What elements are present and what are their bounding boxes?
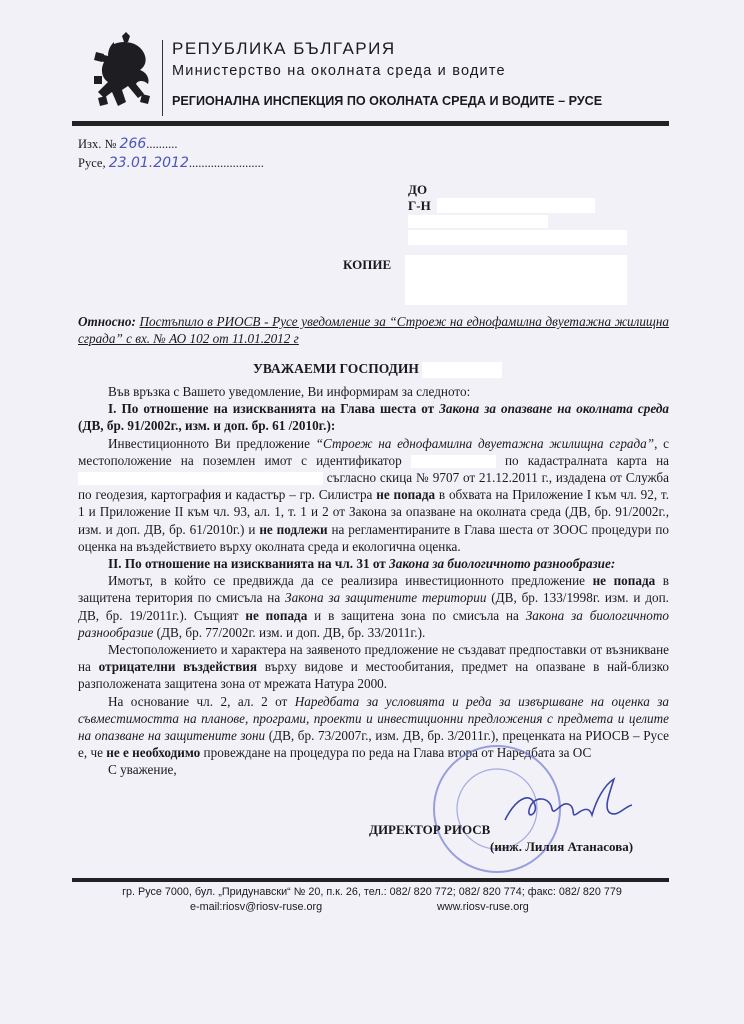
text: не е необходимо [106, 745, 201, 761]
date-line [78, 155, 264, 171]
subject-label: Относно: [78, 314, 136, 329]
redacted-identifier [411, 455, 496, 468]
outgoing-number-label: Изх. № [78, 137, 120, 151]
salutation [253, 361, 502, 378]
text: Имотът, в който се предвижда да се реализира инвестиционното предложение [108, 573, 593, 589]
law-name: Закона за биологичното разнообразие: [389, 556, 616, 572]
signatory-name: (инж. Лилия Атанасова) [490, 839, 634, 854]
text: Инвестиционното Ви предложение [108, 435, 316, 451]
subject [78, 313, 669, 347]
outgoing-number-handwritten: 266 [119, 136, 147, 152]
text: в защитена територия по смисъла на [78, 573, 670, 606]
text: и в защитена зона по смисъла на [307, 607, 526, 623]
subject-text: Постъпило в РИОСВ - Русе уведомление за “Строеж на еднофамилна двуетажна жилищна сграда” с вх. № АО 102 от 11.01.2012 г [78, 314, 670, 346]
dots: .......... [146, 137, 178, 151]
ministry-name: Министерство на околната среда и водите [172, 63, 506, 79]
to-label: ДО [408, 182, 428, 197]
text: , с местоположение на поземлен имот с идентификатор [78, 435, 669, 468]
redacted-address [408, 230, 627, 245]
redacted-name [437, 198, 595, 213]
outgoing-number [78, 136, 178, 152]
text: На основание чл. 2, ал. 2 от [108, 693, 295, 709]
text: по кадастралната карта на [495, 452, 669, 468]
inspectorate-name: РЕГИОНАЛНА ИНСПЕКЦИЯ ПО ОКОЛНАТА СРЕДА И ВОДИТЕ – РУСЕ [172, 94, 603, 108]
text: не попада [592, 573, 656, 589]
header-rule [72, 121, 669, 126]
signature [500, 770, 670, 830]
paragraph-3 [78, 641, 669, 693]
text: съгласно скица № 9707 от 21.12.2011 г., издадена от Служба по геодезия, картография и кадастър – гр. Силистра [78, 470, 669, 503]
redacted-name [422, 362, 502, 378]
law-name: Закона за биологичното разнообразие [78, 607, 669, 640]
text: II. По отношение на изискванията на чл. 31 от [108, 556, 390, 572]
text: Местоположението и характера на заявеното предложение не създават предпоставки от възникване на [78, 642, 669, 675]
paragraph-1 [78, 435, 669, 555]
letterhead-divider [162, 40, 163, 116]
footer-address: гр. Русе 7000, бул. „Придунавски“ № 20, п.к. 26, тел.: 082/ 820 772; 082/ 820 774; факс: 082/ 820 779 [122, 886, 622, 898]
paragraph-2 [78, 572, 669, 641]
section-2-heading [78, 555, 669, 572]
paragraph-4 [78, 693, 669, 762]
law-name: Закона за опазване на околната среда [439, 401, 669, 417]
footer-email: e-mail:riosv@riosv-ruse.org [190, 901, 323, 913]
text: (ДВ, бр. 133/1998г. изм. и доп. ДВ, бр. 19/2011г.). Същият [78, 590, 669, 623]
letter-body [78, 383, 669, 779]
text: провеждане на процедура по реда на Глава втора от Наредбата за ОС [200, 745, 592, 761]
project-name: “Строеж на еднофамилна двуетажна жилищна сграда” [315, 435, 655, 451]
text: отрицателни въздействия [98, 659, 258, 675]
text: (ДВ, бр. 91/2002г., изм. и доп. бр. 61 /2010г.): [78, 418, 336, 434]
copy-label: КОПИЕ [343, 257, 392, 272]
regulation-name: Наредбата за условията и реда за извършване на оценка за съвместимостта на планове, програми, проекти и инвестиционни предложения с предмета и целите на опазване на защитените зони [78, 693, 669, 744]
intro: Във връзка с Вашето уведомление, Ви информирам за следното: [108, 384, 471, 399]
text: (ДВ, бр. 77/2002г. изм. и доп. ДВ, бр. 33/2011г.). [153, 624, 426, 640]
section-1-heading [78, 400, 669, 434]
text: не подлежи [259, 521, 328, 537]
signatory-title: ДИРЕКТОР РИОСВ [369, 822, 491, 837]
country-name: РЕПУБЛИКА БЪЛГАРИЯ [172, 39, 396, 58]
redacted-copy-recipient [405, 255, 627, 305]
text: не попада [245, 607, 308, 623]
closing: С уважение, [108, 762, 177, 778]
coat-of-arms-lion-logo [92, 32, 158, 114]
text: (ДВ, бр. 73/2007г., изм. ДВ, бр. 3/2011г.), преценката на РИОСВ – Русе е, че [78, 728, 669, 761]
date-handwritten: 23.01.2012 [108, 155, 189, 171]
redacted-address [408, 215, 548, 228]
city-label: Русе, [78, 156, 109, 170]
text: върху видове и местообитания, предмет на опазване в най-близко разположената защитена зона от мрежата Натура 2000. [78, 659, 669, 692]
law-name: Закона за защитените територии [285, 590, 487, 606]
mr-label: Г-Н [408, 198, 431, 213]
footer-website: www.riosv-ruse.org [437, 901, 529, 913]
text: на регламентираните в Глава шеста от ЗООС процедури по оценка на въздействието върху околната среда и екологична оценка. [78, 521, 669, 554]
text: I. По отношение на изискванията на Глава шеста от [108, 401, 440, 417]
redacted-location [78, 472, 323, 485]
dots: ........................ [188, 156, 264, 170]
text: в обхвата на Приложение I към чл. 92, т. 1 и Приложение II към чл. 93, ал. 1, т. 1 и 2 от Закона за опазване на околната среда (ДВ, бр. 91/2002г., изм. и доп. ДВ, бр. 61/2010г.) и [78, 487, 669, 537]
footer-rule [72, 878, 669, 882]
text: не попада [376, 487, 436, 503]
salutation-text: УВАЖАЕМИ ГОСПОДИН [253, 361, 419, 376]
